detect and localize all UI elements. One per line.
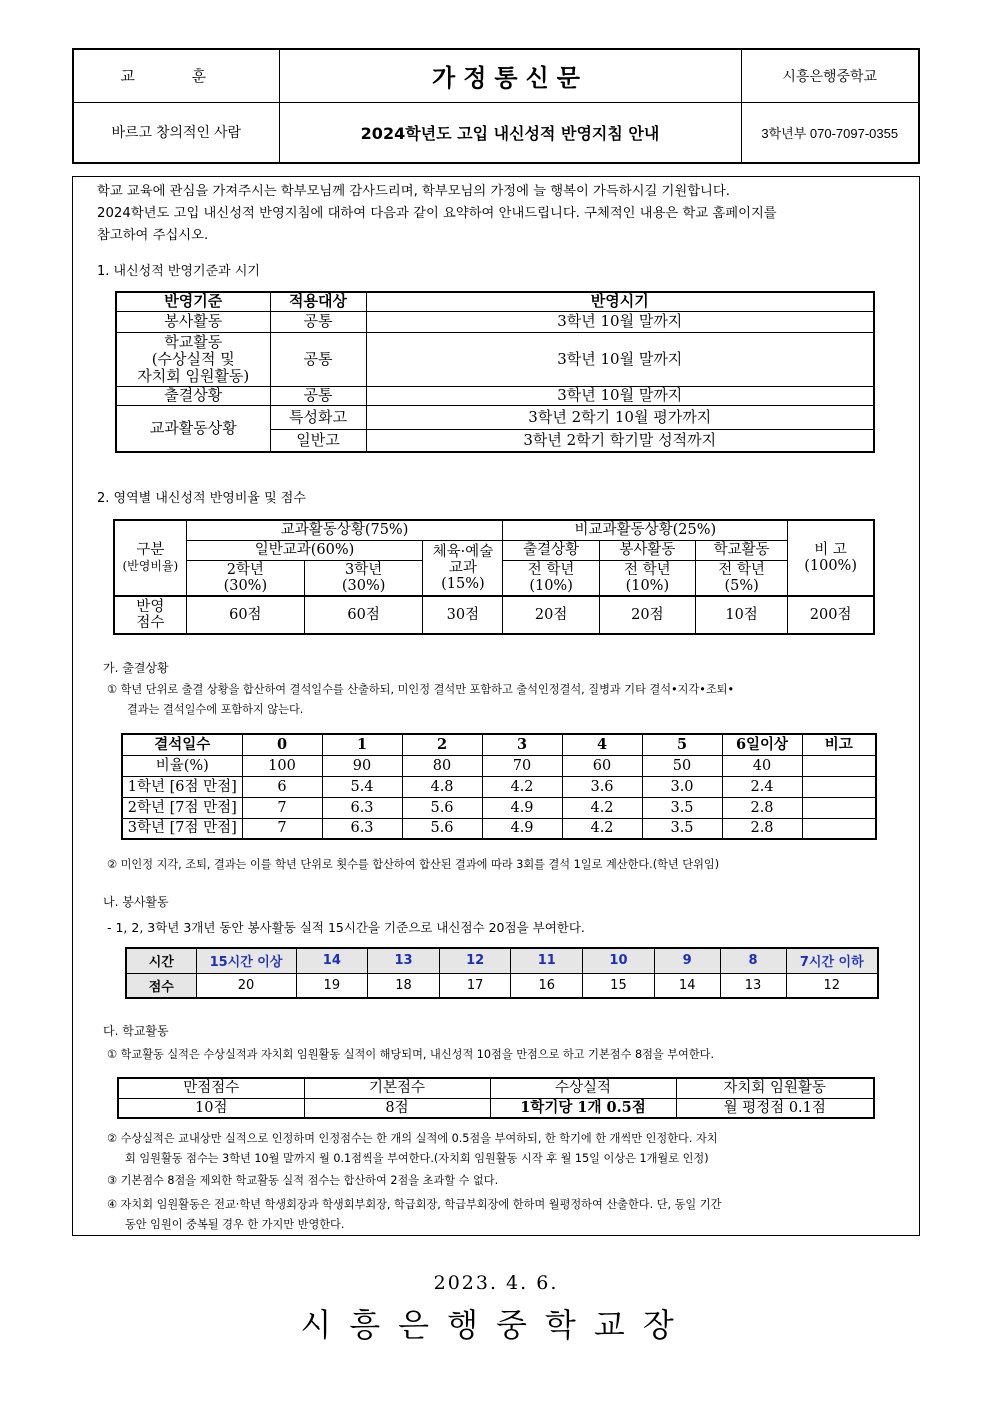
table-row <box>122 755 876 776</box>
note-line: ② 수상실적은 교내상만 실적으로 인정하며 인정점수는 한 개의 실적에 0.5점을 부여하되, 한 학기에 한 개씩만 인정한다. 자치 <box>107 1132 718 1145</box>
cell-line: 3학년 <box>345 561 383 578</box>
table-cell: 16 <box>511 973 583 998</box>
sub-c-note4 <box>107 1195 721 1235</box>
table-cell <box>802 797 876 818</box>
section2-title: 2. 영역별 내신성적 반영비율 및 점수 <box>97 491 306 506</box>
table-cell: 3학년 2학기 학기말 성적까지 <box>366 429 874 452</box>
cell-line: (5%) <box>724 577 759 594</box>
table-cell: 비교과활동상황(25%) <box>503 520 788 540</box>
score-cell: 30점 <box>423 596 503 634</box>
note-line: 회 임원활동 점수는 3학년 10월 말까지 월 0.1점씩을 부여한다.(자치회 임원활동 시작 후 월 15일 이상은 1개월로 인정) <box>125 1152 709 1165</box>
score-cell: 200점 <box>788 596 874 634</box>
table-cell: 7 <box>242 818 322 839</box>
table-cell: 4.2 <box>562 818 642 839</box>
table-cell <box>116 332 270 386</box>
cell-line: 전 학년 <box>624 561 671 578</box>
cell-line: 점수 <box>136 615 165 631</box>
document-subtitle: 2024학년도 고입 내신성적 반영지침 안내 <box>279 102 741 163</box>
table-cell: 일반고 <box>270 429 366 452</box>
table-cell: 3학년 [7점 만점] <box>122 818 242 839</box>
cell-line: 2학년 <box>226 561 264 578</box>
motto-label: 교 훈 <box>73 49 279 102</box>
table-cell <box>695 560 787 596</box>
table-header: 2 <box>402 734 482 755</box>
table-cell: 특성화고 <box>270 405 366 429</box>
section1-title: 1. 내신성적 반영기준과 시기 <box>97 264 260 279</box>
table-cell <box>114 520 186 596</box>
criteria-table <box>115 291 875 453</box>
table-cell <box>114 596 186 634</box>
table-cell: 1학년 [6점 만점] <box>122 776 242 797</box>
volunteer-table <box>125 947 879 999</box>
table-cell: 50 <box>642 755 722 776</box>
motto-text: 바르고 창의적인 사람 <box>73 102 279 163</box>
cell-line: 비 고 <box>814 542 847 558</box>
table-row <box>126 973 878 998</box>
cell-line: (100%) <box>804 558 857 574</box>
table-cell: 5.4 <box>322 776 402 797</box>
table-header: 8 <box>720 948 786 973</box>
table-header: 13 <box>368 948 440 973</box>
table-header: 적용대상 <box>270 292 366 311</box>
cell-line: 전 학년 <box>718 561 765 578</box>
table-header: 10 <box>583 948 655 973</box>
table-row <box>116 386 874 405</box>
table-cell: 20 <box>196 973 296 998</box>
table-cell: 3학년 10월 말까지 <box>366 311 874 332</box>
table-cell: 40 <box>722 755 802 776</box>
table-cell: 14 <box>654 973 720 998</box>
table-cell: 70 <box>482 755 562 776</box>
table-cell: 학교활동 <box>695 540 787 560</box>
table-cell <box>802 755 876 776</box>
document-title: 가정통신문 <box>279 49 741 102</box>
table-cell: 봉사활동 <box>116 311 270 332</box>
table-cell: 공통 <box>270 311 366 332</box>
table-cell: 4.9 <box>482 797 562 818</box>
cell-line: 전 학년 <box>527 561 575 578</box>
table-cell: 6.3 <box>322 797 402 818</box>
table-cell: 공통 <box>270 386 366 405</box>
cell-line: (10%) <box>625 577 670 594</box>
table-cell: 5.6 <box>402 818 482 839</box>
table-header: 1 <box>322 734 402 755</box>
table-cell: 교과활동상황(75%) <box>186 520 503 540</box>
table-cell <box>802 776 876 797</box>
intro-line: 2024학년도 고입 내신성적 반영지침에 대하여 다음과 같이 요약하여 안내드립니다. 구체적인 내용은 학교 홈페이지를 <box>97 206 777 221</box>
contact-info: 3학년부 070-7097-0355 <box>741 102 919 163</box>
table-cell: 3.0 <box>642 776 722 797</box>
score-cell: 20점 <box>599 596 695 634</box>
table-header: 반영시기 <box>366 292 874 311</box>
table-cell: 3.5 <box>642 797 722 818</box>
table-header: 기본점수 <box>304 1078 490 1098</box>
table-cell: 4.2 <box>562 797 642 818</box>
principal-signature: 시흥은행중학교장 <box>300 1306 692 1344</box>
cell-line: 구분 <box>136 542 165 558</box>
table-header: 점수 <box>126 973 196 998</box>
cell-line: 학교활동 <box>164 332 223 351</box>
table-cell: 3.5 <box>642 818 722 839</box>
table-cell: 6.3 <box>322 818 402 839</box>
table-cell <box>788 520 874 596</box>
table-header: 0 <box>242 734 322 755</box>
sub-a-title: 가. 출결상황 <box>103 661 169 675</box>
sub-c-note2 <box>107 1129 718 1169</box>
cell-line: (30%) <box>223 577 268 594</box>
cell-line: 체육·예술 <box>432 543 494 560</box>
table-header: 비고 <box>802 734 876 755</box>
table-header: 자치회 임원활동 <box>676 1078 874 1098</box>
header-block <box>72 48 920 164</box>
sub-c-note1: ① 학교활동 실적은 수상실적과 자치회 임원활동 실적이 해당되며, 내신성적 10점을 만점으로 하고 기본점수 8점을 부여한다. <box>107 1048 715 1061</box>
intro-paragraph <box>97 181 907 247</box>
intro-line: 참고하여 주십시오. <box>97 228 209 243</box>
table-cell: 12 <box>786 973 878 998</box>
table-cell: 일반교과(60%) <box>186 540 423 560</box>
table-row <box>116 405 874 429</box>
table-cell: 월 평정점 0.1점 <box>676 1098 874 1118</box>
content-box <box>72 176 920 1236</box>
table-row <box>116 311 874 332</box>
table-header: 반영기준 <box>116 292 270 311</box>
cell-line: (10%) <box>529 577 573 594</box>
table-cell: 80 <box>402 755 482 776</box>
table-cell: 2.4 <box>722 776 802 797</box>
cell-line: 교과 <box>448 559 477 576</box>
sub-c-title: 다. 학교활동 <box>103 1024 169 1038</box>
table-row <box>118 1098 874 1118</box>
cell-line: (반영비율) <box>122 559 179 573</box>
sub-a-note2: ② 미인정 지각, 조퇴, 결과는 이를 학년 단위로 횟수를 합산하여 합산된 결과에 따라 3회를 결석 1일로 계산한다.(학년 단위임) <box>107 858 720 871</box>
table-cell: 4.8 <box>402 776 482 797</box>
table-header: 9 <box>654 948 720 973</box>
table-cell <box>599 560 695 596</box>
score-cell: 20점 <box>503 596 599 634</box>
sub-c-note3: ③ 기본점수 8점을 제외한 학교활동 실적 점수는 합산하여 2점을 초과할 수 없다. <box>107 1174 499 1187</box>
table-cell <box>304 560 422 596</box>
table-cell: 7 <box>242 797 322 818</box>
table-cell: 비율(%) <box>122 755 242 776</box>
cell-line: 반영 <box>136 599 165 615</box>
table-cell: 출결상황 <box>116 386 270 405</box>
table-header: 6일이상 <box>722 734 802 755</box>
table-cell: 8점 <box>304 1098 490 1118</box>
table-cell: 15 <box>583 973 655 998</box>
table-cell: 17 <box>439 973 511 998</box>
table-cell: 4.2 <box>482 776 562 797</box>
table-cell: 3.6 <box>562 776 642 797</box>
table-header: 14 <box>296 948 368 973</box>
sub-b-title: 나. 봉사활동 <box>103 895 169 909</box>
table-cell: 13 <box>720 973 786 998</box>
table-header: 만점점수 <box>118 1078 304 1098</box>
table-header: 3 <box>482 734 562 755</box>
school-name: 시흥은행중학교 <box>741 49 919 102</box>
table-cell: 10점 <box>118 1098 304 1118</box>
table-cell: 19 <box>296 973 368 998</box>
table-cell: 봉사활동 <box>599 540 695 560</box>
note-line: ④ 자치회 임원활동은 전교·학년 학생회장과 학생회부회장, 학급회장, 학급부회장에 한하며 월평정하여 산출한다. 단, 동일 기간 <box>107 1198 722 1211</box>
note-line: ① 학년 단위로 출결 상황을 합산하여 결석일수를 산출하되, 미인정 결석만 포함하고 출석인정결석, 질병과 기타 결석•지각•조퇴• <box>107 683 735 696</box>
table-cell: 2.8 <box>722 818 802 839</box>
table-row <box>122 776 876 797</box>
table-cell: 3학년 2학기 10월 평가까지 <box>366 405 874 429</box>
header-table <box>72 48 920 164</box>
table-cell <box>503 560 599 596</box>
table-cell <box>423 540 503 596</box>
issue-date: 2023. 4. 6. <box>433 1272 559 1294</box>
cell-line: (수상실적 및 <box>151 349 235 368</box>
note-line: 결과는 결석일수에 포함하지 않는다. <box>127 703 304 716</box>
table-cell: 1학기당 1개 0.5점 <box>490 1098 676 1118</box>
table-cell: 4.9 <box>482 818 562 839</box>
score-cell: 60점 <box>186 596 304 634</box>
table-cell: 18 <box>368 973 440 998</box>
intro-line: 학교 교육에 관심을 가져주시는 학부모님께 감사드리며, 학부모님의 가정에 늘 행복이 가득하시길 기원합니다. <box>97 184 730 199</box>
table-header: 5 <box>642 734 722 755</box>
table-cell <box>802 818 876 839</box>
score-cell: 10점 <box>695 596 787 634</box>
table-row <box>122 797 876 818</box>
table-header: 4 <box>562 734 642 755</box>
ratio-table <box>113 519 875 635</box>
table-cell <box>186 560 304 596</box>
table-header: 7시간 이하 <box>786 948 878 973</box>
table-cell: 출결상황 <box>503 540 599 560</box>
table-cell: 3학년 10월 말까지 <box>366 386 874 405</box>
sub-b-desc: - 1, 2, 3학년 3개년 동안 봉사활동 실적 15시간을 기준으로 내신점수 20점을 부여한다. <box>107 920 585 935</box>
table-cell: 60 <box>562 755 642 776</box>
table-cell: 90 <box>322 755 402 776</box>
table-cell: 6 <box>242 776 322 797</box>
cell-line: 자치회 임원활동) <box>137 366 250 385</box>
table-cell: 100 <box>242 755 322 776</box>
table-header: 15시간 이상 <box>196 948 296 973</box>
table-cell: 공통 <box>270 332 366 386</box>
note-line: 동안 임원이 중복될 경우 한 가지만 반영한다. <box>125 1218 345 1231</box>
table-cell: 3학년 10월 말까지 <box>366 332 874 386</box>
sub-a-note1 <box>107 680 734 720</box>
cell-line: (30%) <box>341 577 386 594</box>
table-cell: 5.6 <box>402 797 482 818</box>
table-row <box>122 818 876 839</box>
score-cell: 60점 <box>304 596 422 634</box>
table-header: 시간 <box>126 948 196 973</box>
absence-table <box>121 733 877 840</box>
cell-line: (15%) <box>441 575 485 592</box>
table-header: 수상실적 <box>490 1078 676 1098</box>
table-row <box>116 332 874 386</box>
table-header: 12 <box>439 948 511 973</box>
school-activity-table <box>117 1077 875 1119</box>
table-cell: 교과활동상황 <box>116 405 270 452</box>
table-cell: 2학년 [7점 만점] <box>122 797 242 818</box>
table-header: 11 <box>511 948 583 973</box>
table-cell: 2.8 <box>722 797 802 818</box>
table-header: 결석일수 <box>122 734 242 755</box>
